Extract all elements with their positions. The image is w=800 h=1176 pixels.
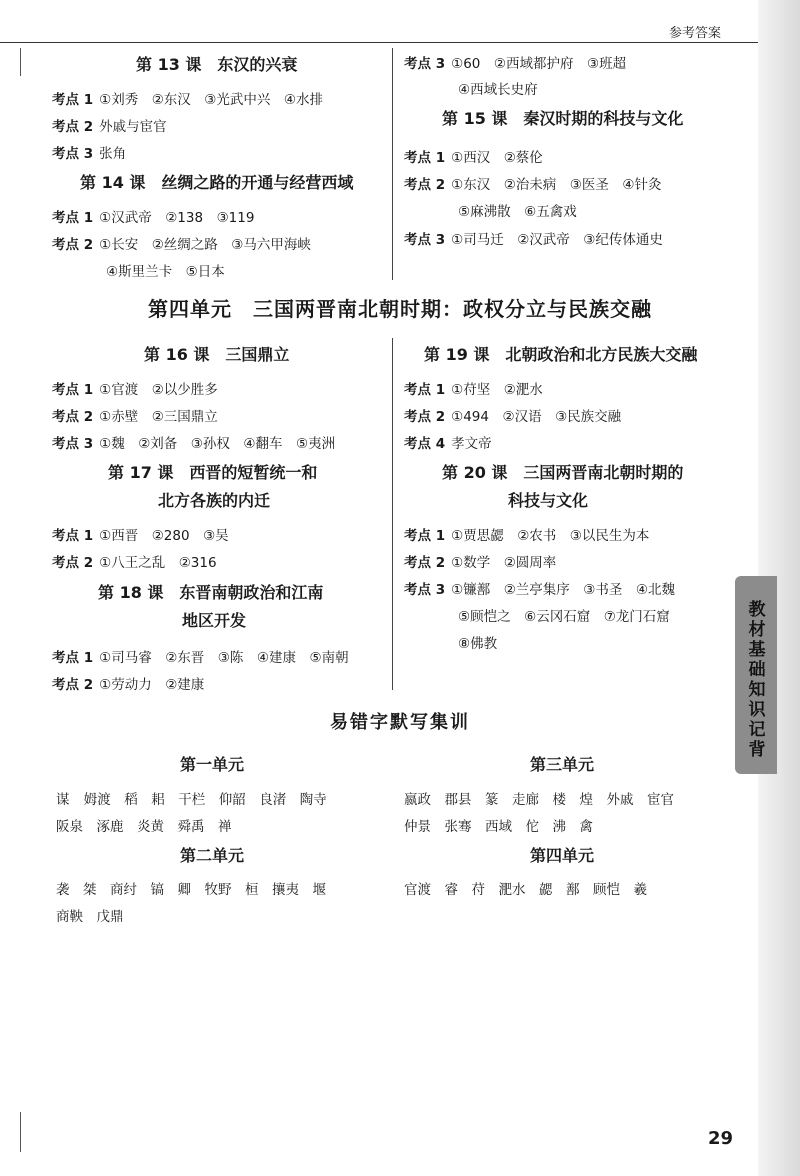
- kaodian-label: 考点 3: [52, 436, 94, 452]
- kaodian-label: 考点 2: [52, 237, 94, 253]
- kaodian-label: 考点 1: [404, 382, 446, 398]
- kaodian-label: 考点 2: [52, 119, 94, 135]
- answer-text: ①魏 ②刘备 ③孙权 ④翻车 ⑤夷洲: [99, 436, 336, 452]
- answer-line: [52, 206, 254, 226]
- answer-text: 孝文帝: [451, 436, 492, 452]
- lesson-20-title-cont: 科技与文化: [508, 491, 589, 510]
- answer-text: ①苻坚 ②淝水: [451, 382, 543, 398]
- answer-text: ①赤壁 ②三国鼎立: [99, 409, 218, 425]
- kaodian-label: 考点 1: [52, 650, 94, 666]
- kaodian-label: 考点 2: [52, 677, 94, 693]
- answer-line: [52, 524, 229, 544]
- answer-line: [52, 551, 217, 571]
- answer-text: ①东汉 ②治未病 ③医圣 ④针灸: [451, 177, 662, 193]
- answer-line: [404, 146, 543, 166]
- word-list: 嬴政 郡县 篆 走廊 楼 煌 外戚 宦官: [404, 792, 674, 808]
- answer-line: [404, 524, 649, 544]
- crop-mark: [20, 48, 21, 76]
- unit-title: 第四单元 三国两晋南北朝时期：政权分立与民族交融: [148, 297, 652, 321]
- column-divider: [392, 48, 393, 280]
- answer-line: [404, 578, 675, 598]
- kaodian-label: 考点 2: [404, 409, 446, 425]
- lesson-13-title: 第 13 课 东汉的兴衰: [136, 55, 298, 74]
- lesson-18-title-cont: 地区开发: [182, 611, 247, 630]
- answer-text: ①劳动力 ②建康: [99, 677, 205, 693]
- answer-line: [404, 405, 621, 425]
- answer-line: [404, 432, 492, 452]
- answer-line: [404, 378, 543, 398]
- kaodian-label: 考点 3: [404, 56, 446, 72]
- answer-text: ①司马睿 ②东晋 ③陈 ④建康 ⑤南朝: [99, 650, 349, 666]
- word-list: 袭 桀 商纣 镐 卿 牧野 桓 攘夷 堰: [56, 882, 326, 898]
- lesson-19-title: 第 19 课 北朝政治和北方民族大交融: [424, 345, 698, 364]
- answer-text: ①西晋 ②280 ③吴: [99, 528, 229, 544]
- answer-text: ①60 ②西域都护府 ③班超: [451, 56, 627, 72]
- answer-text: ①汉武帝 ②138 ③119: [99, 210, 255, 226]
- answer-text: 张角: [99, 146, 127, 162]
- lesson-17-title-cont: 北方各族的内迁: [158, 491, 271, 510]
- lesson-15-title: 第 15 课 秦汉时期的科技与文化: [442, 109, 684, 128]
- unit-4-heading: 第四单元: [530, 846, 595, 865]
- answer-line: [52, 646, 349, 666]
- answer-line: [52, 233, 311, 253]
- kaodian-label: 考点 1: [52, 382, 94, 398]
- kaodian-label: 考点 4: [404, 436, 446, 452]
- lesson-14-title: 第 14 课 丝绸之路的开通与经营西域: [80, 173, 354, 192]
- word-list: 官渡 睿 苻 淝水 勰 鄯 顾恺 羲: [404, 882, 647, 898]
- answer-text: ④西域长史府: [458, 82, 538, 98]
- kaodian-label: 考点 1: [52, 528, 94, 544]
- header-rule: [0, 42, 758, 43]
- answer-text: ⑤麻沸散 ⑥五禽戏: [458, 204, 577, 220]
- word-list: 谋 姆渡 稻 耜 干栏 仰韶 良渚 陶寺: [56, 792, 327, 808]
- kaodian-label: 考点 1: [404, 150, 446, 166]
- unit-3-heading: 第三单元: [530, 755, 595, 774]
- kaodian-label: 考点 2: [52, 409, 94, 425]
- kaodian-label: 考点 2: [404, 177, 446, 193]
- answer-line: [404, 52, 626, 72]
- kaodian-label: 考点 2: [52, 555, 94, 571]
- answer-text: ⑧佛教: [458, 636, 498, 652]
- kaodian-label: 考点 1: [52, 92, 94, 108]
- answer-text: ①西汉 ②蔡伦: [451, 150, 543, 166]
- answer-text: ①官渡 ②以少胜多: [99, 382, 218, 398]
- answer-text: ①长安 ②丝绸之路 ③马六甲海峡: [99, 237, 311, 253]
- answer-line: [52, 142, 126, 162]
- answer-text: ①494 ②汉语 ③民族交融: [451, 409, 622, 425]
- column-divider: [392, 338, 393, 690]
- answer-line: [404, 228, 663, 248]
- crop-mark: [20, 1112, 21, 1152]
- answer-text: ①刘秀 ②东汉 ③光武中兴 ④水排: [99, 92, 324, 108]
- lesson-16-title: 第 16 课 三国鼎立: [144, 345, 290, 364]
- dictation-title: 易错字默写集训: [330, 712, 470, 733]
- answer-line: [404, 551, 556, 571]
- answer-line: [52, 378, 218, 398]
- answer-line: [52, 432, 335, 452]
- kaodian-label: 考点 3: [52, 146, 94, 162]
- lesson-18-title: 第 18 课 东晋南朝政治和江南: [98, 583, 324, 602]
- answer-text: ④斯里兰卡 ⑤日本: [106, 264, 225, 280]
- answer-line: [404, 173, 662, 193]
- answer-line: [52, 673, 204, 693]
- answer-line: [52, 115, 167, 135]
- unit-2-heading: 第二单元: [180, 846, 245, 865]
- side-tab-label: 教材基础知识记背: [748, 600, 766, 760]
- lesson-20-title: 第 20 课 三国两晋南北朝时期的: [442, 463, 684, 482]
- answer-text: 外戚与宦官: [99, 119, 167, 135]
- page-number: 29: [708, 1128, 734, 1149]
- answer-text: ①镰鄯 ②兰亭集序 ③书圣 ④北魏: [451, 582, 676, 598]
- answer-text: ①贾思勰 ②农书 ③以民生为本: [451, 528, 650, 544]
- answer-text: ①数学 ②圆周率: [451, 555, 557, 571]
- word-list: 阪泉 涿鹿 炎黄 舜禹 禅: [56, 819, 232, 835]
- kaodian-label: 考点 3: [404, 232, 446, 248]
- header-label: 参考答案: [669, 26, 722, 41]
- kaodian-label: 考点 3: [404, 582, 446, 598]
- answer-text: ⑤顾恺之 ⑥云冈石窟 ⑦龙门石窟: [458, 609, 670, 625]
- answer-line: [52, 405, 218, 425]
- kaodian-label: 考点 1: [52, 210, 94, 226]
- lesson-17-title: 第 17 课 西晋的短暂统一和: [108, 463, 318, 482]
- answer-text: ①八王之乱 ②316: [99, 555, 217, 571]
- answer-text: ①司马迁 ②汉武帝 ③纪传体通史: [451, 232, 663, 248]
- kaodian-label: 考点 2: [404, 555, 446, 571]
- word-list: 商鞅 戊鼎: [56, 909, 124, 925]
- answer-line: [52, 88, 323, 108]
- word-list: 仲景 张骞 西域 佗 沸 禽: [404, 819, 593, 835]
- unit-1-heading: 第一单元: [180, 755, 245, 774]
- kaodian-label: 考点 1: [404, 528, 446, 544]
